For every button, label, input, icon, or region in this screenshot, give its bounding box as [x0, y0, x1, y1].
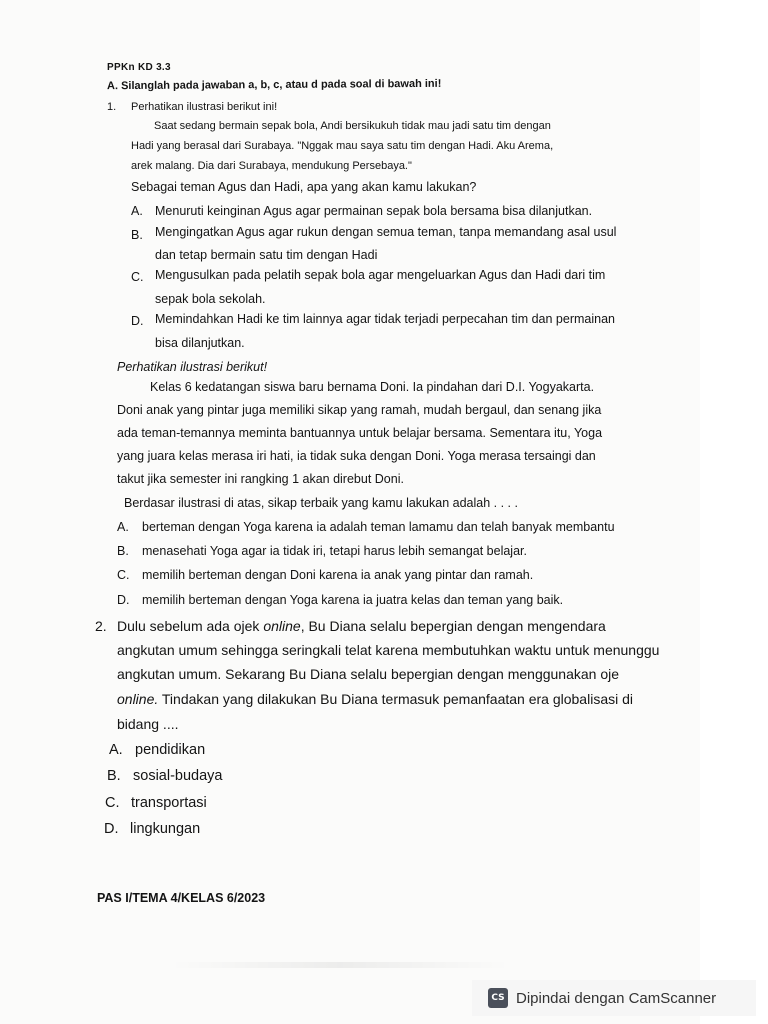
q2-option-a: pendidikan — [135, 742, 206, 758]
q1b-option-d: memilih berteman dengan Yoga karena ia juatra kelas dan teman yang baik. — [142, 593, 564, 607]
camscanner-label: Dipindai dengan CamScanner — [516, 989, 717, 1007]
q2-line: Dulu sebelum ada ojek online, Bu Diana selalu bepergian dengan mengendara — [117, 618, 606, 634]
q1b-option-b: menasehati Yoga agar ia tidak iri, tetapi harus lebih semangat belajar. — [142, 544, 527, 558]
q1-story-line: Hadi yang berasal dari Surabaya. "Nggak mau saya satu tim dengan Hadi. Aku Arema, — [131, 140, 554, 152]
q1b-option-c: memilih berteman dengan Doni karena ia anak yang pintar dan ramah. — [142, 568, 534, 582]
subject-code: PPKn KD 3.3 — [107, 62, 171, 73]
q2-line: angkutan umum. Sekarang Bu Diana selalu bepergian dengan menggunakan oje — [117, 666, 620, 682]
q1-number: 1. — [107, 101, 117, 113]
q2-option-letter: C. — [105, 795, 120, 811]
scan-smudge — [170, 962, 510, 968]
q2-line: online. Tindakan yang dilakukan Bu Diana termasuk pemanfaatan era globalisasi di — [117, 691, 634, 707]
q2-option-letter: D. — [104, 821, 119, 837]
q2-line: bidang .... — [117, 716, 179, 732]
q1b-question: Berdasar ilustrasi di atas, sikap terbaik yang kamu lakukan adalah . . . . — [124, 496, 518, 510]
q1b-story-line: yang juara kelas merasa iri hati, ia tidak suka dengan Doni. Yoga merasa tersaingi dan — [117, 449, 596, 463]
page-margin — [700, 0, 768, 1024]
q1-option-d: Memindahkan Hadi ke tim lainnya agar tidak terjadi perpecahan tim dan permainan — [155, 312, 615, 326]
q1b-story-line: Doni anak yang pintar juga memiliki sikap yang ramah, mudah bergaul, dan senang jika — [117, 403, 602, 417]
q1-option-a: Menuruti keinginan Agus agar permainan sepak bola bersama bisa dilanjutkan. — [155, 204, 593, 218]
q2-option-b: sosial-budaya — [133, 768, 223, 784]
q1-option-letter: A. — [131, 204, 143, 218]
q1-option-c: Mengusulkan pada pelatih sepak bola agar mengeluarkan Agus dan Hadi dari tim — [155, 268, 606, 282]
q1b-option-letter: B. — [117, 544, 129, 558]
q2-line: angkutan umum sehingga seringkali telat karena membutuhkan waktu untuk menunggu — [117, 642, 660, 658]
q1-option-b-cont: dan tetap bermain satu tim dengan Hadi — [155, 248, 378, 262]
q1b-option-a: berteman dengan Yoga karena ia adalah teman lamamu dan telah banyak membantu — [142, 520, 615, 534]
q1-question: Sebagai teman Agus dan Hadi, apa yang akan kamu lakukan? — [131, 180, 477, 194]
q1-option-letter: B. — [131, 228, 143, 242]
q1-option-letter: D. — [131, 314, 144, 328]
q1b-option-letter: C. — [117, 568, 130, 582]
q1-story-line: arek malang. Dia dari Surabaya, mendukung Persebaya." — [131, 160, 412, 172]
q1-option-c-cont: sepak bola sekolah. — [155, 292, 266, 306]
q1-option-letter: C. — [131, 270, 144, 284]
q2-number: 2. — [95, 618, 107, 634]
camscanner-watermark — [472, 980, 756, 1016]
q1-option-d-cont: bisa dilanjutkan. — [155, 336, 245, 350]
q1-story-line: Saat sedang bermain sepak bola, Andi bersikukuh tidak mau jadi satu tim dengan — [154, 120, 551, 132]
q2-option-letter: B. — [107, 768, 121, 784]
q1b-option-letter: A. — [117, 520, 129, 534]
q1b-intro: Perhatikan ilustrasi berikut! — [117, 360, 268, 374]
instruction: A. Silanglah pada jawaban a, b, c, atau d pada soal di bawah ini! — [106, 77, 442, 93]
page-footer: PAS I/TEMA 4/KELAS 6/2023 — [97, 891, 266, 905]
q1b-option-letter: D. — [117, 593, 130, 607]
q1b-story-line: takut jika semester ini rangking 1 akan direbut Doni. — [117, 472, 404, 486]
q2-option-c: transportasi — [131, 795, 207, 811]
q1b-story-line: Kelas 6 kedatangan siswa baru bernama Doni. Ia pindahan dari D.I. Yogyakarta. — [150, 380, 595, 394]
q1-intro: Perhatikan ilustrasi berikut ini! — [131, 101, 278, 113]
q1b-story-line: ada teman-temannya meminta bantuannya untuk belajar bersama. Sementara itu, Yoga — [117, 426, 603, 440]
camscanner-logo-icon: CS — [488, 988, 508, 1008]
q2-option-d: lingkungan — [130, 821, 201, 837]
q2-option-letter: A. — [109, 742, 123, 758]
q1-option-b: Mengingatkan Agus agar rukun dengan semua teman, tanpa memandang asal usul — [155, 225, 617, 239]
